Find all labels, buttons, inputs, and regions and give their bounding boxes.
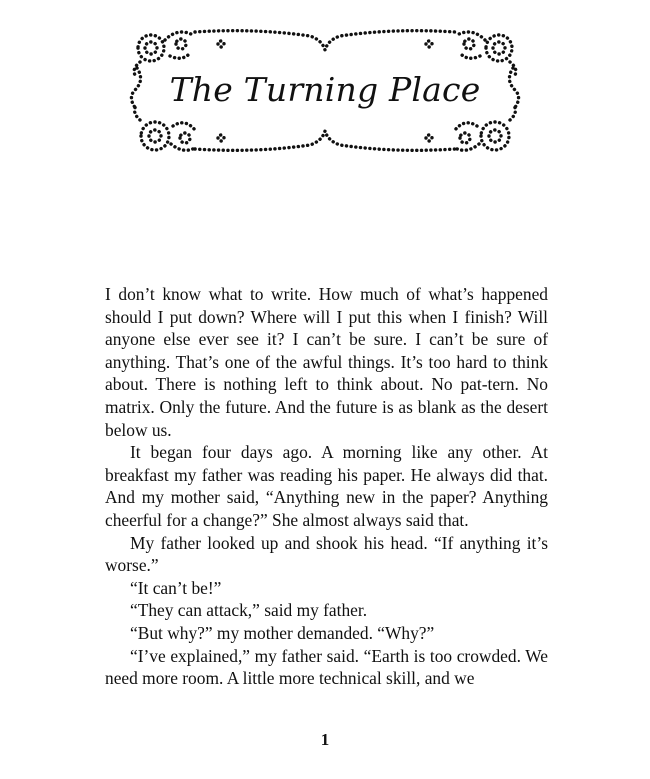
paragraph: I don’t know what to write. How much of what’s happened should I put down? Where will I put this when I finish? Will anyone else ever see it? I can’t be sure. I can’t be sure of anything. That’s one of the awful things. It’s too hard to think about. There is nothing left to think about. No pat-tern. No matrix. Only the future. And the future is as blank as the desert below us.: [105, 284, 548, 440]
paragraph: My father looked up and shook his head. “If anything it’s worse.”: [105, 532, 548, 576]
paragraph: “It can’t be!”: [130, 577, 222, 598]
chapter-title: The Turning Place: [169, 70, 481, 109]
paragraph: “They can attack,” said my father.: [130, 600, 368, 621]
paragraph: It began four days ago. A morning like any other. At breakfast my father was reading his paper. He always did that. And my mother said, “Anything new in the paper? Anything cheerful for a change?” She almost always said that.: [105, 442, 548, 530]
paragraph: “But why?” my mother demanded. “Why?”: [130, 622, 435, 643]
page-number: 1: [320, 730, 330, 749]
paragraph: “I’ve explained,” my father said. “Earth is too crowded. We need more room. A little more technical skill, and we: [105, 645, 548, 689]
chapter-title-frame: [125, 18, 525, 163]
chapter-body: [105, 283, 548, 690]
